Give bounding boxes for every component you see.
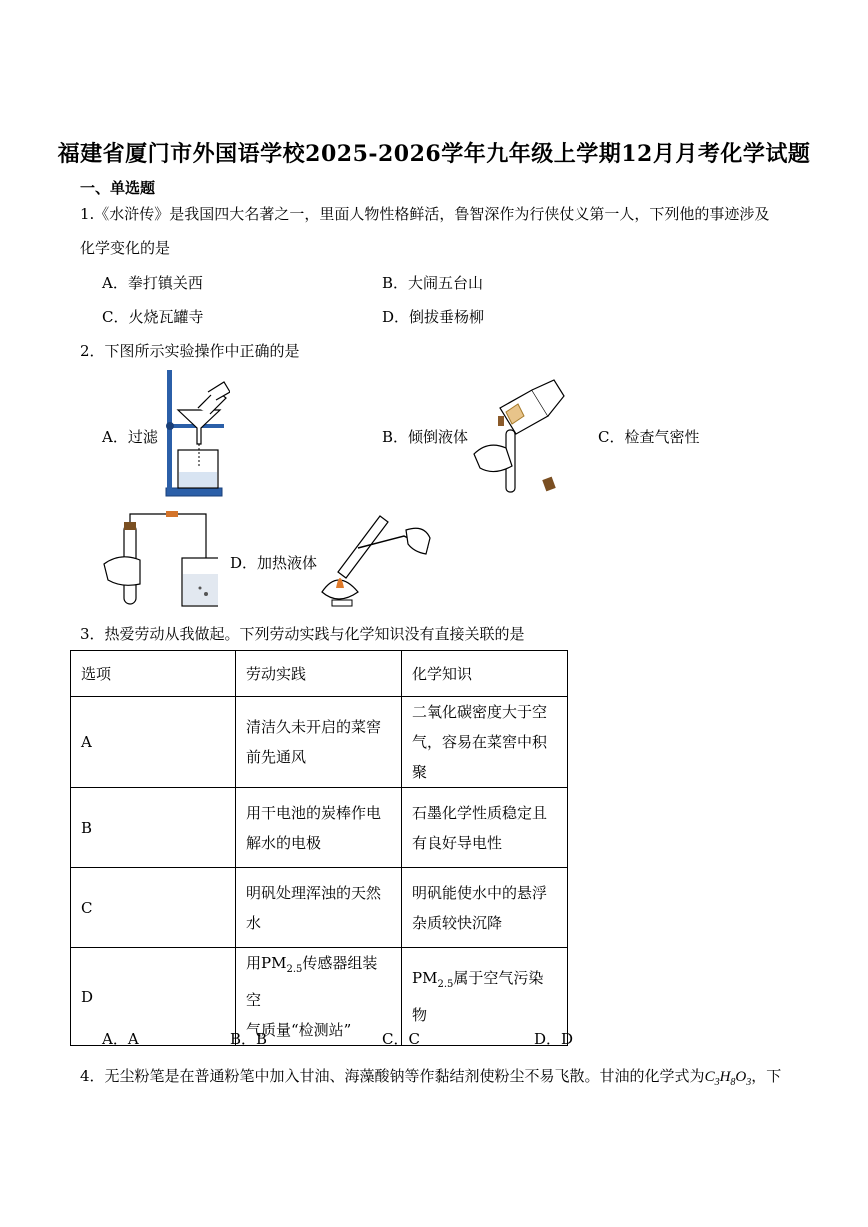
q2-option-a: A．过滤 xyxy=(102,428,158,446)
q2-stem: 2．下图所示实验操作中正确的是 xyxy=(80,342,300,360)
table-header-practice: 劳动实践 xyxy=(236,651,402,697)
q3-option-c: C．C xyxy=(382,1030,420,1048)
table-header-option: 选项 xyxy=(71,651,236,697)
table-row xyxy=(71,868,568,948)
section-heading: 一、单选题 xyxy=(80,179,156,197)
filtration-figure xyxy=(150,368,230,500)
q2-option-b: B．倾倒液体 xyxy=(382,428,469,446)
q1-stem-line1: 1.《水浒传》是我国四大名著之一，里面人物性格鲜活，鲁智深作为行侠仗义第一人，下列他的事迹涉及 xyxy=(80,205,770,223)
table-row xyxy=(71,788,568,868)
q2-option-c: C．检查气密性 xyxy=(598,428,700,446)
q1-option-d: D．倒拔垂杨柳 xyxy=(382,308,485,326)
row-option: D xyxy=(71,948,236,1046)
table-header-row xyxy=(71,651,568,697)
page-title: 福建省厦门市外国语学校2025-2026学年九年级上学期12月月考化学试题 xyxy=(57,141,811,167)
row-practice: 清洁久未开启的菜窖 前先通风 xyxy=(236,697,402,788)
row-knowledge: $PM_{2.5}$属于空气污染物 xyxy=(402,948,568,1046)
q1-option-b: B．大闹五台山 xyxy=(382,274,484,292)
heating-liquid-figure xyxy=(318,508,436,610)
row-practice: 用$PM_{2.5}$传感器组装空 气质量“检测站” xyxy=(236,948,402,1046)
row-option: C xyxy=(71,868,236,948)
q3-option-a: A．A xyxy=(102,1030,139,1048)
pouring-liquid-figure xyxy=(470,376,585,498)
row-option: B xyxy=(71,788,236,868)
table-header-knowledge: 化学知识 xyxy=(402,651,568,697)
q1-option-c: C．火烧瓦罐寺 xyxy=(102,308,204,326)
row-knowledge: 明矾能使水中的悬浮 杂质较快沉降 xyxy=(402,868,568,948)
q2-option-d: D．加热液体 xyxy=(230,554,318,572)
row-knowledge: 二氧化碳密度大于空 气，容易在菜窖中积聚 xyxy=(402,697,568,788)
row-practice: 明矾处理浑浊的天然 水 xyxy=(236,868,402,948)
row-option: A xyxy=(71,697,236,788)
q3-option-b: B．B xyxy=(230,1030,268,1048)
table-row xyxy=(71,948,568,1046)
q1-stem-line2: 化学变化的是 xyxy=(80,239,171,257)
table-row xyxy=(71,697,568,788)
row-practice: 用干电池的炭棒作电 解水的电极 xyxy=(236,788,402,868)
row-knowledge: 石墨化学性质稳定且 有良好导电性 xyxy=(402,788,568,868)
q3-stem: 3．热爱劳动从我做起。下列劳动实践与化学知识没有直接关联的是 xyxy=(80,625,525,643)
q4-stem: 4．无尘粉笔是在普通粉笔中加入甘油、海藻酸钠等作黏结剂使粉尘不易飞散。甘油的化学式为$C_3H_8O_3$，下 xyxy=(80,1067,782,1088)
q1-option-a: A．拳打镇关西 xyxy=(102,274,203,292)
q3-table xyxy=(70,650,568,1046)
airtightness-figure xyxy=(100,508,218,610)
q3-option-d: D．D xyxy=(534,1030,574,1048)
